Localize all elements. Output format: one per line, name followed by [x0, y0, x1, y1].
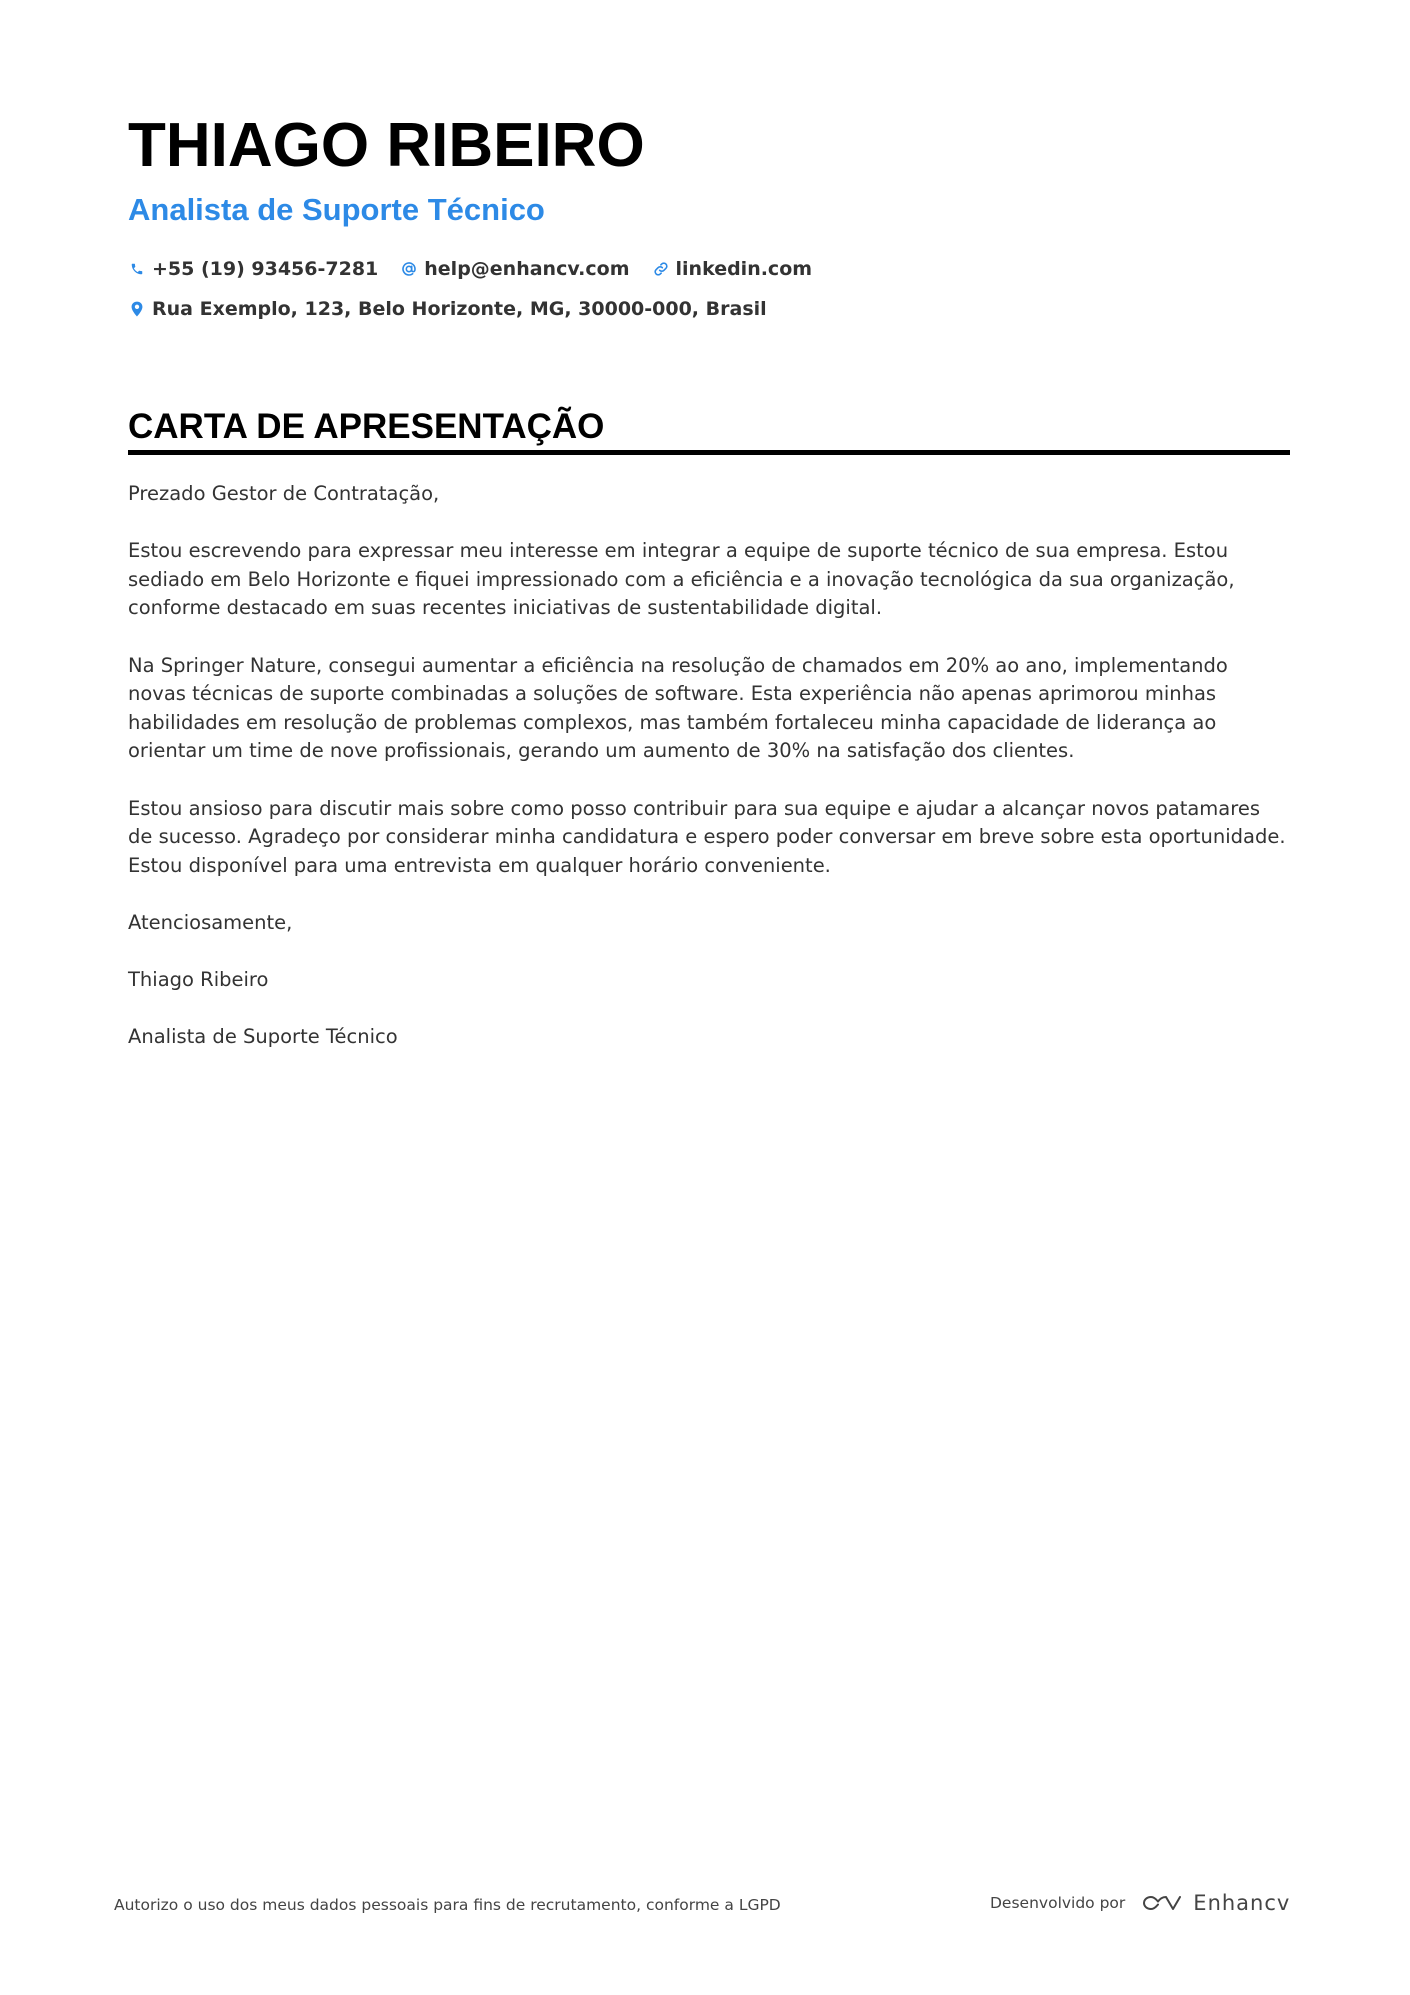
- contact-link[interactable]: [652, 258, 813, 280]
- enhancv-brand: Enhancv: [1193, 1891, 1291, 1915]
- consent-note: Autorizo o uso dos meus dados pessoais para fins de recrutamento, conforme a LGPD: [114, 1896, 781, 1914]
- closing: Atenciosamente,: [128, 910, 293, 934]
- salutation: Prezado Gestor de Contratação,: [128, 482, 440, 505]
- contact-row-primary: [128, 254, 1288, 284]
- link-text[interactable]: linkedin.com: [675, 258, 813, 280]
- contact-phone: [128, 258, 378, 280]
- candidate-name: THIAGO RIBEIRO: [128, 111, 645, 180]
- phone-icon: [128, 260, 146, 278]
- contact-email[interactable]: [400, 258, 629, 280]
- phone-text: +55 (19) 93456-7281: [152, 258, 379, 280]
- powered-by[interactable]: [990, 1886, 1290, 1920]
- section-divider: [128, 450, 1290, 455]
- paragraph-closing: Estou ansioso para discutir mais sobre como posso contribuir para sua equipe e ajudar a alcançar novos patamares de sucesso. Agradeço por considerar minha candidatura e espero poder conversar em breve sobre esta oportunidade. Estou disponível para uma entrevista em qualquer horário conveniente.: [128, 796, 1286, 877]
- email-text[interactable]: help@enhancv.com: [424, 258, 630, 280]
- enhancv-logo-icon: [1137, 1891, 1183, 1915]
- link-icon: [652, 260, 670, 278]
- letter-body: [128, 480, 1290, 1080]
- contact-row-address: [128, 294, 1288, 324]
- paragraph-experience: Na Springer Nature, consegui aumentar a eficiência na resolução de chamados em 20% ao ano, implementando novas técnicas de suporte combinadas a soluções de software. Esta experiência não apenas aprimorou minhas habilidades em resolução de problemas complexos, mas também fortaleceu minha capacidade de liderança ao orientar um time de nove profissionais, gerando um aumento de 30% na satisfação dos clientes.: [128, 653, 1228, 763]
- paragraph-intro: Estou escrevendo para expressar meu interesse em integrar a equipe de suporte técnico de sua empresa. Estou sediado em Belo Horizonte e fiquei impressionado com a eficiência e a inovação tecnológica da sua organização, conforme destacado em suas recentes iniciativas de sustentabilidade digital.: [128, 539, 1235, 620]
- signature-name: Thiago Ribeiro: [128, 968, 269, 992]
- contact-address: [128, 298, 767, 320]
- location-pin-icon: [128, 300, 146, 318]
- section-title: CARTA DE APRESENTAÇÃO: [128, 407, 605, 446]
- candidate-role: Analista de Suporte Técnico: [128, 192, 545, 227]
- at-icon: [400, 260, 418, 278]
- address-text: Rua Exemplo, 123, Belo Horizonte, MG, 30000-000, Brasil: [152, 298, 767, 320]
- signature-role: Analista de Suporte Técnico: [128, 1025, 398, 1049]
- powered-by-label: Desenvolvido por: [990, 1894, 1126, 1912]
- header: [128, 110, 1288, 324]
